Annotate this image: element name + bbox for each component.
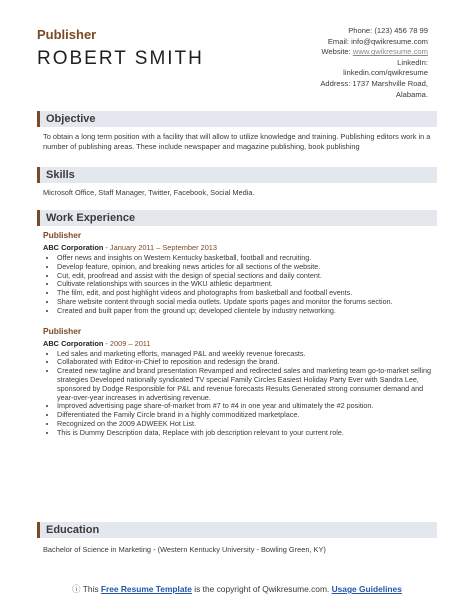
info-icon: ⓘ xyxy=(72,584,81,594)
job-company-line xyxy=(43,339,437,348)
job-role: Publisher xyxy=(43,230,82,240)
job-role: Publisher xyxy=(43,325,82,336)
skills-heading: Skills xyxy=(37,167,437,183)
list-item: • Collaborated with Editor-in-Chief to reposition and redesign the brand. xyxy=(57,358,437,367)
footer-copyright: is the copyright of Qwikresume.com. xyxy=(191,584,332,594)
objective-section xyxy=(37,111,437,151)
list-item: • Offer news and insights on Western Kentucky basketball, football and recruiting. xyxy=(57,254,437,263)
list-item: • Cut, edit, proofread and assist with the design of special sections and daily content. xyxy=(57,272,437,281)
job-entry xyxy=(43,326,437,438)
phone: Phone: (123) 456 78 99 xyxy=(348,26,428,35)
footer-lead: This xyxy=(82,584,101,594)
education-text: Bachelor of Science in Marketing - (Western Kentucky University - Bowling Green, KY) xyxy=(43,545,326,554)
job-title: Publisher xyxy=(37,27,97,42)
list-item: • Created new tagline and brand presentation Revamped and redirected sales and marketing team go-to-market selling strategies Developed nationally syndicated TV special Family Circles Easiest Holiday Party Ever with Sandra Lee, sponsored by Dodge Responsible for P&L and revenue forecasts Results Generated strong consumer demand and year-over-year increases in advertising revenue. xyxy=(57,367,437,402)
email: Email: info@qwikresume.com xyxy=(327,36,428,46)
free-resume-template-link[interactable]: Free Resume Template xyxy=(100,584,192,594)
contact-block xyxy=(320,26,428,100)
list-item: • Created and built paper from the ground up; developed clientele by industry networking. xyxy=(57,307,437,316)
job-entry xyxy=(43,230,437,316)
skills-text: Microsoft Office, Staff Manager, Twitter, Facebook, Social Media. xyxy=(43,188,255,197)
address: Address: 1737 Marshville Road, xyxy=(320,78,428,88)
work-experience-section xyxy=(37,210,437,438)
linkedin-url[interactable]: linkedin.com/qwikresume xyxy=(343,68,428,78)
website-label: Website: xyxy=(321,47,353,57)
job-dates: - January 2011 – September 2013 xyxy=(103,243,218,252)
job-company-line xyxy=(43,243,437,252)
education-heading: Education xyxy=(37,522,437,538)
list-item: • Differentiated the Family Circle brand in a highly commoditized marketplace. xyxy=(57,411,437,420)
list-item: • This is Dummy Description data, Replace with job description relevant to your current role. xyxy=(57,429,437,438)
job-bullets xyxy=(43,254,437,316)
resume-header xyxy=(0,0,474,99)
list-item: • Improved advertising page share-of-market from #7 to #4 in one year and ultimately the #2 position. xyxy=(57,402,437,411)
job-company: ABC Corporation xyxy=(43,338,104,348)
footer xyxy=(0,583,474,595)
objective-heading: Objective xyxy=(37,111,437,127)
list-item: • Led sales and marketing efforts, managed P&L and weekly revenue forecasts. xyxy=(57,350,437,359)
website xyxy=(320,47,428,58)
job-bullets xyxy=(43,350,437,438)
list-item: • Recognized on the 2009 ADWEEK Hot List. xyxy=(57,420,437,429)
address-line2: Alabama. xyxy=(395,89,428,99)
list-item: • Cultivate relationships with sources in the WKU athletic department. xyxy=(57,280,437,289)
work-experience-heading: Work Experience xyxy=(37,210,437,226)
linkedin-label: LinkedIn: xyxy=(397,57,428,67)
objective-text: To obtain a long term position with a facility that will allow to utilize knowledge and training. Publishing editors work in a number of publishing areas. These include newspaper and magazine publishing, book publishing xyxy=(43,132,431,151)
list-item: • Share website content through social media outlets. Update sports pages and monitor the forums section. xyxy=(57,298,437,307)
usage-guidelines-link[interactable]: Usage Guidelines xyxy=(331,584,402,594)
candidate-name: ROBERT SMITH xyxy=(37,48,204,69)
job-dates: - 2009 – 2011 xyxy=(103,338,151,348)
list-item: • Develop feature, opinion, and breaking news articles for all sections of the website. xyxy=(57,263,437,272)
list-item: • The film, edit, and post highlight videos and photographs from basketball and football events. xyxy=(57,289,437,298)
job-company: ABC Corporation xyxy=(43,243,104,252)
skills-section xyxy=(37,167,437,198)
education-section xyxy=(37,522,437,555)
website-link[interactable]: www.qwikresume.com xyxy=(352,47,428,57)
